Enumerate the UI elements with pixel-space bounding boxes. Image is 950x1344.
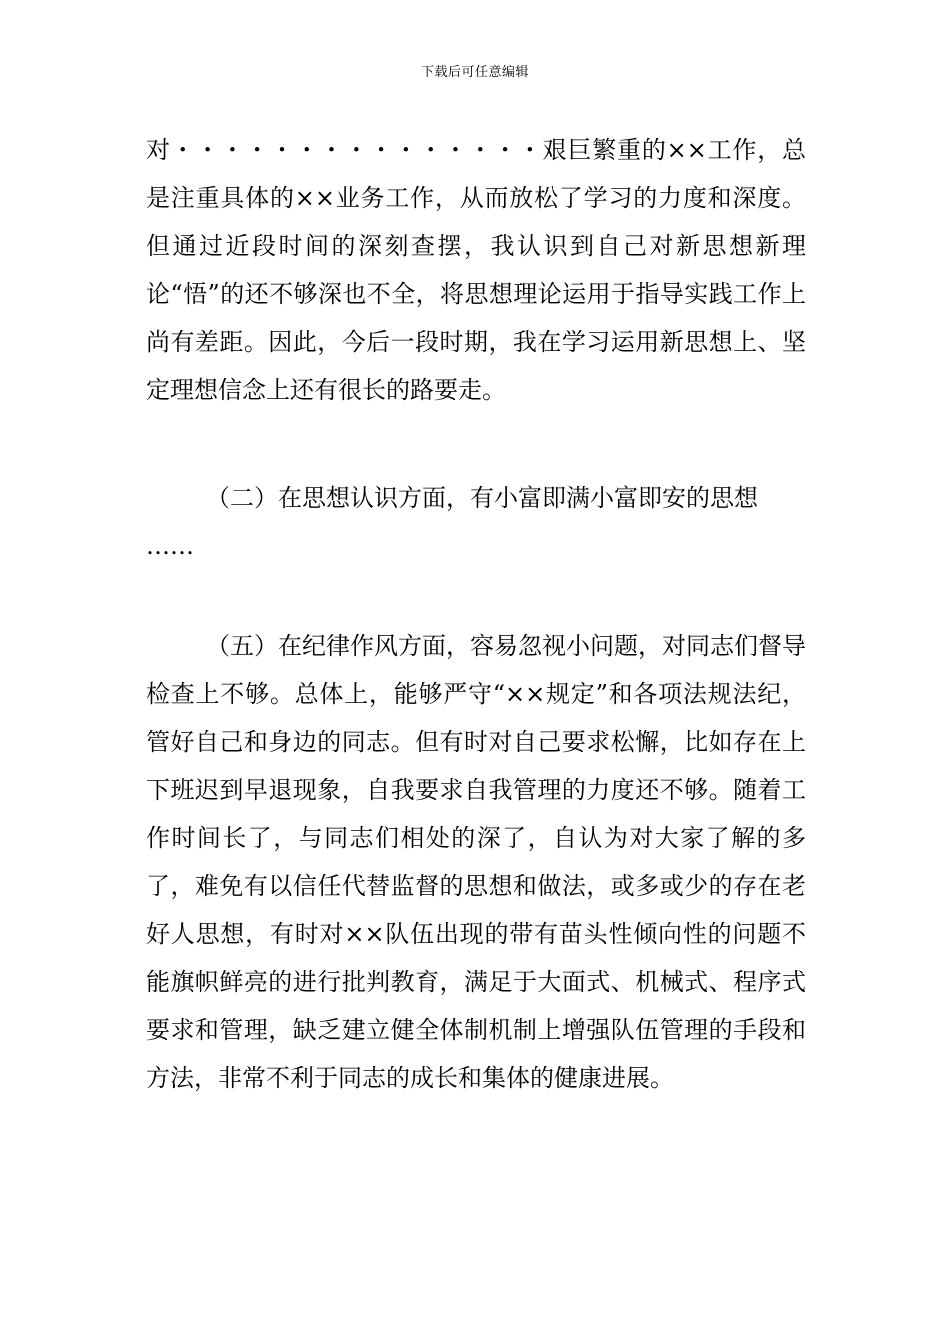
paragraph-ellipsis: …… [146,532,194,560]
paragraph-study: 对・・・・・・・・・・・・・・・艰巨繁重的××工作，总是注重具体的××业务工作，从而放松了学习的力度和深度。但通过近段时间的深刻查摆，我认识到自己对新思想新理论“悟”的还不够深也不全，将思想理论运用于指导实践工作上尚有差距。因此，今后一段时期，我在学习运用新思想上、坚定理想信念上还有很长的路要走。 [146,136,806,404]
paragraph-discipline: （五）在纪律作风方面，容易忽视小问题，对同志们督导检查上不够。总体上，能够严守“××规定”和各项法规法纪，管好自己和身边的同志。但有时对自己要求松懈，比如存在上下班迟到早退现象，自我要求自我管理的力度还不够。随着工作时间长了，与同志们相处的深了，自认为对大家了解的多了，难免有以信任代替监督的思想和做法，或多或少的存在老好人思想，有时对××队伍出现的带有苗头性倾向性的问题不能旗帜鲜亮的进行批判教育，满足于大面式、机械式、程序式要求和管理，缺乏建立健全体制机制上增强队伍管理的手段和方法，非常不利于同志的成长和集体的健康进展。 [146,632,806,1092]
page-header: 下载后可任意编辑 [420,65,529,80]
paragraph-thought-heading: （二）在思想认识方面，有小富即满小富即安的思想 [206,484,758,512]
